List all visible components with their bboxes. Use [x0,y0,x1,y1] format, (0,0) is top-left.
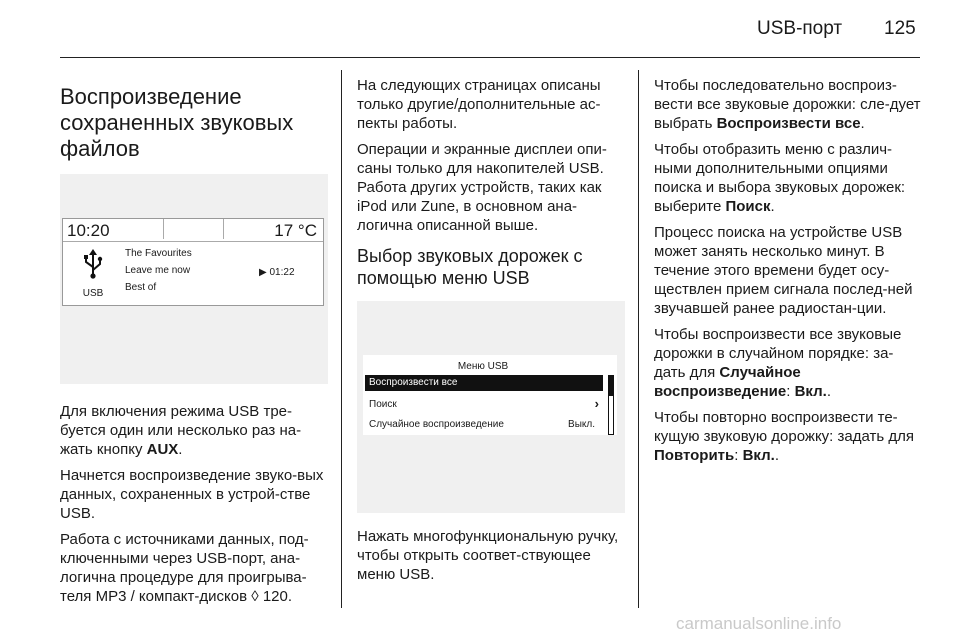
page-reference: 120 [262,588,288,605]
list-item: Best of [125,282,157,293]
paragraph: Работа с источниками данных, под-ключенными через USB-порт, ана-логична процедуре для проигрыва-теля MP3 / компакт-дисков ◊ 120. [60,531,309,605]
menu-item-search[interactable]: Поиск › [369,396,599,411]
section-heading-track-selection: Выбор звуковых дорожек с помощью меню USB [357,246,583,288]
menu-title: Меню USB [457,361,509,372]
paragraph: Операции и экранные дисплеи опи-саны только для накопителей USB. Работа других устройств, таких как iPod или Zune, в основном ана-логична описанной выше. [357,141,607,234]
figure-usb-menu-screen [357,301,625,513]
usb-icon [82,249,104,279]
paragraph: Чтобы последовательно воспроиз-вести все звуковые дорожки: сле-дует выбрать Воспроизвести все. [654,77,921,132]
elapsed-time: 01:22 [269,267,295,278]
shuffle-value: Выкл. [568,419,595,430]
header-rule [60,57,920,58]
paragraph: Для включения режима USB тре-буется один или несколько раз на-жать кнопку AUX. [60,403,302,458]
playback-time [259,263,295,282]
paragraph: Нажать многофункциональную ручку, чтобы открыть соответ-ствующее меню USB. [357,528,619,583]
status-divider [163,219,164,239]
page-header [0,0,960,58]
section-title: USB-порт [757,18,843,39]
page-ref-icon: ◊ [251,588,259,605]
button-name-aux: AUX [146,441,179,458]
track-list [125,245,192,296]
display-screen [62,218,324,306]
list-item: Leave me now [125,265,191,276]
paragraph: Чтобы повторно воспроизвести те-кущую звуковую дорожку: задать для Повторить: Вкл.. [654,409,914,464]
scrollbar-thumb [609,376,613,396]
play-icon: ▶ [259,267,267,278]
chevron-right-icon: › [594,396,599,411]
paragraph: На следующих страницах описаны только другие/дополнительные ас-пекты работы. [357,77,601,132]
column-1 [60,70,328,613]
paragraph: Начнется воспроизведение звуко-вых данных, сохраненных в устрой-стве USB. [60,467,324,522]
paragraph: Чтобы воспроизвести все звуковые дорожки в случайном порядке: за-дать для Случайное воспроизведение: Вкл.. [654,326,902,400]
column-2 [357,76,625,591]
section-heading-playback: Воспроизведение сохраненных звуковых файлов [60,84,294,161]
page-number: 125 [884,18,916,39]
usb-source [73,249,113,303]
outside-temperature: 17 °C [274,221,317,240]
watermark: carmanualsonline.info [676,614,842,633]
menu-scrollbar [608,375,614,435]
usb-label: USB [82,288,104,299]
status-divider [223,219,224,239]
column-3 [654,76,922,472]
clock-time: 10:20 [67,221,110,240]
menu-item-play-all[interactable]: Воспроизвести все [365,375,603,391]
menu-item-shuffle[interactable]: Случайное воспроизведение Выкл. [365,417,603,433]
list-item: The Favourites [125,248,192,259]
column-divider-1 [341,70,342,608]
usb-menu-screen [363,355,617,435]
status-rule [63,241,323,242]
figure-usb-playback-screen [60,174,328,384]
column-divider-2 [638,70,639,608]
paragraph: Чтобы отобразить меню с различ-ными дополнительными опциями поиска и выбора звуковых дорожек: выберите Поиск. [654,141,906,215]
paragraph: Процесс поиска на устройстве USB может занять несколько минут. В течение этого времени будет осу-ществлен прием сигнала послед-ней звучавшей ранее радиостан-ции. [654,224,913,317]
